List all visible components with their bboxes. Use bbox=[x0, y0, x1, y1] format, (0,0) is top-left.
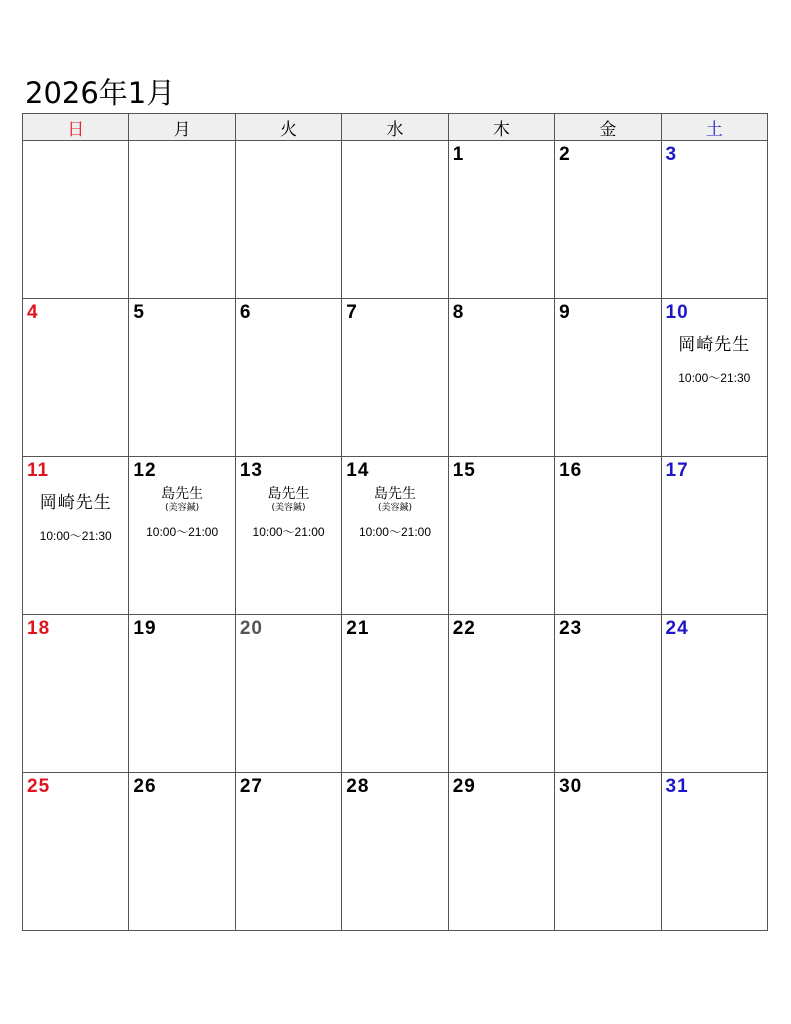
day-cell bbox=[23, 299, 129, 457]
day-cell bbox=[448, 457, 554, 615]
day-number: 29 bbox=[452, 776, 476, 797]
event-subtitle: (美容鍼) bbox=[271, 503, 306, 513]
day-number: 9 bbox=[559, 302, 571, 323]
day-number: 1 bbox=[452, 144, 465, 165]
weekday-header-fri: 金 bbox=[555, 114, 661, 141]
day-cell bbox=[129, 615, 235, 773]
weekday-header-wed: 水 bbox=[342, 114, 448, 141]
week-row bbox=[23, 299, 768, 457]
day-cell bbox=[342, 141, 448, 299]
event-name: 島先生 bbox=[373, 486, 416, 502]
event bbox=[129, 486, 234, 539]
event-subtitle: (美容鍼) bbox=[165, 503, 200, 513]
day-cell bbox=[129, 299, 235, 457]
weekday-header-sat: 土 bbox=[661, 114, 767, 141]
day-number: 3 bbox=[665, 144, 678, 165]
day-number: 15 bbox=[452, 460, 476, 481]
event-time: 10:00～21:00 bbox=[358, 525, 431, 539]
weekday-header-sun: 日 bbox=[23, 114, 129, 141]
day-number: 2 bbox=[559, 144, 571, 165]
week-row bbox=[23, 615, 768, 773]
day-cell bbox=[342, 773, 448, 931]
day-number: 10 bbox=[665, 302, 689, 323]
day-number: 31 bbox=[665, 776, 689, 797]
day-cell bbox=[342, 457, 448, 615]
day-number: 19 bbox=[133, 618, 157, 639]
weekday-header-tue: 火 bbox=[235, 114, 341, 141]
day-cell bbox=[448, 773, 554, 931]
event-name: 岡崎先生 bbox=[678, 335, 751, 355]
event bbox=[236, 486, 341, 539]
day-cell bbox=[448, 141, 554, 299]
day-cell bbox=[23, 615, 129, 773]
day-cell bbox=[555, 773, 661, 931]
day-cell bbox=[342, 615, 448, 773]
event bbox=[342, 486, 447, 539]
day-number: 26 bbox=[133, 776, 157, 797]
event-time: 10:00～21:30 bbox=[678, 371, 751, 385]
day-number: 16 bbox=[559, 460, 583, 481]
event-name: 岡崎先生 bbox=[39, 493, 112, 513]
day-number: 11 bbox=[27, 460, 50, 481]
day-cell bbox=[129, 773, 235, 931]
day-number: 21 bbox=[346, 618, 370, 639]
day-cell bbox=[342, 299, 448, 457]
event bbox=[23, 493, 128, 543]
day-number: 24 bbox=[665, 618, 689, 639]
event-subtitle: (美容鍼) bbox=[377, 503, 412, 513]
day-cell bbox=[23, 457, 129, 615]
day-cell bbox=[661, 299, 767, 457]
day-number: 13 bbox=[239, 460, 263, 481]
day-cell bbox=[448, 299, 554, 457]
day-cell bbox=[555, 457, 661, 615]
day-cell bbox=[235, 141, 341, 299]
day-number: 22 bbox=[452, 618, 476, 639]
day-cell bbox=[661, 457, 767, 615]
event-time: 10:00～21:00 bbox=[146, 525, 219, 539]
day-number: 8 bbox=[452, 302, 465, 323]
calendar-body bbox=[23, 141, 768, 931]
page-title: 2026年1月 bbox=[25, 76, 176, 110]
day-cell bbox=[661, 773, 767, 931]
weekday-header-mon: 月 bbox=[129, 114, 235, 141]
day-cell bbox=[555, 141, 661, 299]
day-cell bbox=[555, 615, 661, 773]
event-time: 10:00～21:00 bbox=[252, 525, 325, 539]
weekday-header-row bbox=[23, 114, 768, 141]
day-number: 14 bbox=[346, 460, 370, 481]
day-cell bbox=[661, 615, 767, 773]
day-number: 12 bbox=[133, 460, 157, 481]
day-cell bbox=[235, 615, 341, 773]
day-number: 23 bbox=[559, 618, 583, 639]
day-number: 18 bbox=[27, 618, 51, 639]
event-name: 島先生 bbox=[161, 486, 204, 502]
calendar-grid bbox=[22, 113, 768, 931]
day-cell bbox=[448, 615, 554, 773]
day-cell bbox=[129, 457, 235, 615]
day-number: 28 bbox=[346, 776, 370, 797]
day-number: 25 bbox=[27, 776, 51, 797]
day-cell bbox=[661, 141, 767, 299]
day-cell bbox=[129, 141, 235, 299]
day-number: 17 bbox=[665, 460, 689, 481]
day-number: 6 bbox=[239, 302, 252, 323]
week-row bbox=[23, 773, 768, 931]
day-number: 4 bbox=[27, 302, 39, 323]
event-time: 10:00～21:30 bbox=[39, 529, 112, 543]
day-number: 7 bbox=[346, 302, 358, 323]
day-number: 27 bbox=[239, 776, 263, 797]
week-row bbox=[23, 457, 768, 615]
day-number: 30 bbox=[559, 776, 583, 797]
weekday-header-thu: 木 bbox=[448, 114, 554, 141]
event-name: 島先生 bbox=[267, 486, 310, 502]
day-cell bbox=[235, 299, 341, 457]
day-cell bbox=[23, 773, 129, 931]
day-number: 5 bbox=[133, 302, 145, 323]
day-cell bbox=[235, 773, 341, 931]
week-row bbox=[23, 141, 768, 299]
day-cell bbox=[555, 299, 661, 457]
day-cell bbox=[235, 457, 341, 615]
day-cell bbox=[23, 141, 129, 299]
event bbox=[662, 335, 767, 385]
day-number: 20 bbox=[239, 618, 263, 639]
